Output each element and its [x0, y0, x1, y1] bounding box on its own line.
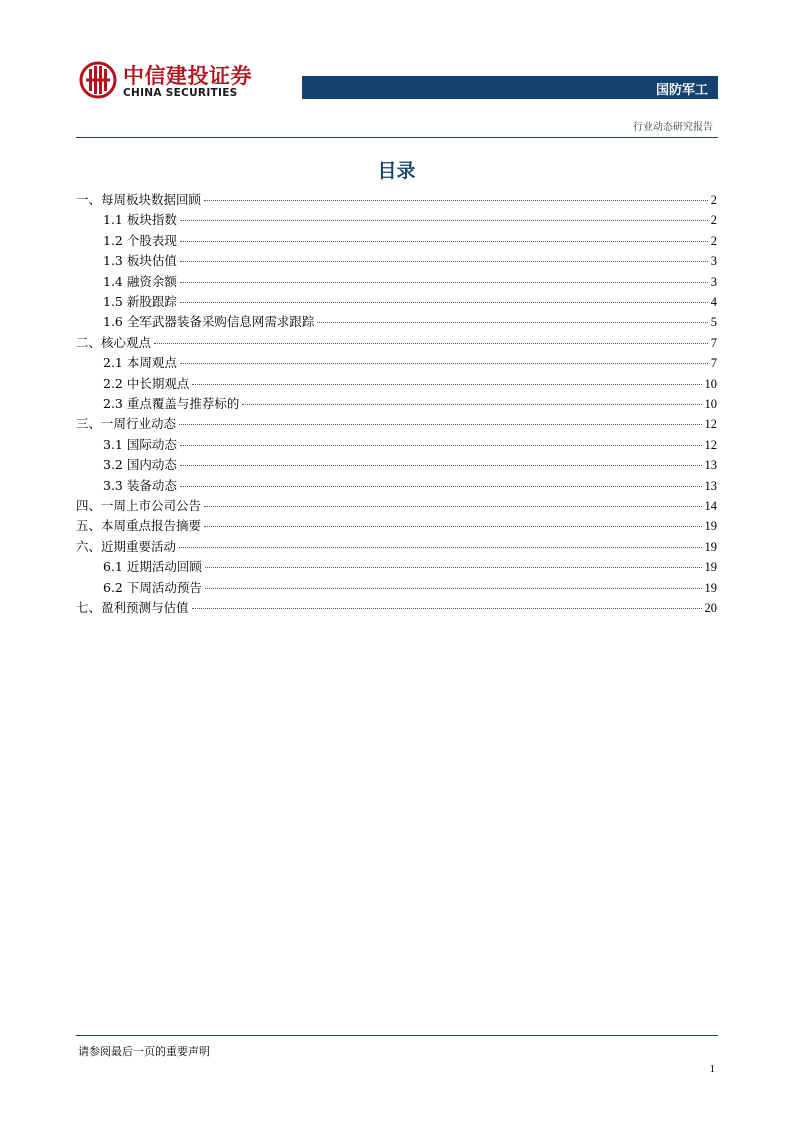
toc-entry[interactable] [76, 414, 717, 432]
toc-dot-leader [205, 567, 702, 568]
toc-dot-leader [180, 486, 702, 487]
toc-entry-label: 1.1 板块指数 [103, 212, 177, 228]
toc-entry[interactable] [103, 557, 717, 575]
toc-dot-leader [192, 608, 702, 609]
toc-entry-label: 6.1 近期活动回顾 [103, 559, 202, 575]
toc-entry-label: 1.6 全军武器装备采购信息网需求跟踪 [103, 314, 315, 330]
toc-entry[interactable] [103, 455, 717, 473]
sector-banner [302, 76, 718, 99]
toc-entry-label: 3.3 装备动态 [103, 477, 177, 493]
toc-entry-label: 3.2 国内动态 [103, 457, 177, 473]
toc-dot-leader [179, 424, 701, 425]
toc-entry-label: 四、一周上市公司公告 [76, 498, 202, 513]
toc-dot-leader [180, 302, 708, 303]
toc-entry[interactable] [103, 394, 717, 412]
toc-entry[interactable] [103, 210, 717, 228]
toc-entry-label: 1.3 板块估值 [103, 253, 177, 269]
toc-entry-page: 13 [704, 478, 717, 493]
toc-entry-label: 1.4 融资余额 [103, 273, 177, 289]
toc-entry-label: 2.3 重点覆盖与推荐标的 [103, 396, 240, 411]
company-name-cn: 中信建投证券 [123, 64, 252, 88]
toc-entry-label: 六、近期重要活动 [76, 538, 177, 554]
footer-divider [76, 1035, 718, 1036]
toc-entry[interactable] [76, 333, 717, 351]
toc-dot-leader [204, 526, 701, 527]
toc-entry-page: 10 [704, 376, 717, 391]
toc-dot-leader [317, 322, 707, 323]
toc-title: 目录 [377, 160, 416, 182]
company-logo [78, 60, 258, 102]
toc-entry-page: 10 [704, 397, 717, 411]
toc-dot-leader [154, 343, 708, 344]
toc-dot-leader [180, 220, 708, 221]
toc-dot-leader [180, 363, 708, 364]
toc-entry[interactable] [76, 496, 717, 514]
toc-dot-leader [180, 261, 708, 262]
footer-disclaimer: 请参阅最后一页的重要声明 [78, 1045, 210, 1058]
toc-entry[interactable] [76, 516, 717, 534]
toc-dot-leader [205, 588, 702, 589]
toc-entry-page: 3 [710, 274, 717, 289]
toc-entry-label: 1.2 个股表现 [103, 232, 177, 248]
toc-entry-label: 二、核心观点 [76, 334, 152, 350]
toc-entry[interactable] [103, 292, 717, 310]
toc-entry-label: 五、本周重点报告摘要 [76, 518, 202, 534]
toc-entry-label: 七、盈利预测与估值 [76, 600, 189, 615]
toc-entry-page: 7 [710, 356, 717, 371]
toc-dot-leader [204, 506, 701, 507]
toc-dot-leader [180, 282, 708, 283]
toc-entry[interactable] [76, 598, 717, 616]
toc-entry-label: 2.1 本周观点 [103, 355, 177, 371]
toc-dot-leader [180, 241, 708, 242]
toc-entry[interactable] [103, 374, 717, 392]
toc-entry-label: 3.1 国际动态 [103, 436, 177, 452]
report-type: 行业动态研究报告 [633, 122, 713, 133]
toc-entry-label: 一、每周板块数据回顾 [76, 192, 202, 207]
toc-entry[interactable] [103, 251, 717, 269]
toc-entry-page: 13 [704, 458, 717, 473]
toc-entry-label: 2.2 中长期观点 [103, 375, 190, 391]
toc-entry-page: 2 [710, 233, 717, 248]
toc-entry[interactable] [103, 312, 717, 330]
toc-entry-page: 14 [704, 499, 717, 513]
toc-dot-leader [180, 465, 702, 466]
toc-entry[interactable] [103, 353, 717, 371]
toc-entry-label: 1.5 新股跟踪 [103, 294, 177, 309]
toc-entry-page: 19 [704, 519, 717, 534]
toc-entry-label: 6.2 下周活动预告 [103, 579, 202, 595]
toc-entry-page: 7 [710, 335, 717, 350]
sector-label: 国防军工 [655, 83, 708, 98]
toc-entry[interactable] [76, 537, 717, 555]
toc-entry[interactable] [103, 272, 717, 290]
toc-entry[interactable] [103, 435, 717, 453]
toc-entry[interactable] [103, 578, 717, 596]
toc-entry-label: 三、一周行业动态 [76, 416, 177, 432]
toc-entry-page: 4 [710, 295, 717, 309]
toc-entry[interactable] [76, 190, 717, 208]
toc-entry-page: 19 [704, 560, 717, 575]
company-logo-icon [78, 60, 118, 100]
toc-dot-leader [192, 384, 701, 385]
toc-entry[interactable] [103, 231, 717, 249]
toc-entry[interactable] [103, 476, 717, 494]
header-divider [76, 137, 718, 138]
toc-dot-leader [242, 404, 701, 405]
toc-entry-page: 20 [704, 601, 717, 615]
toc-entry-page: 2 [710, 213, 717, 228]
toc-dot-leader [179, 547, 701, 548]
toc-entry-page: 19 [704, 580, 717, 595]
page-number: 1 [709, 1063, 715, 1075]
toc-dot-leader [204, 200, 708, 201]
toc-entry-page: 3 [710, 254, 717, 269]
toc-entry-page: 12 [704, 437, 717, 452]
company-name-en: CHINA SECURITIES [123, 87, 238, 99]
toc-entry-page: 12 [704, 417, 717, 432]
toc-entry-page: 19 [704, 539, 717, 554]
toc-entry-page: 5 [710, 315, 717, 330]
toc-dot-leader [180, 445, 702, 446]
toc-entry-page: 2 [710, 193, 717, 207]
